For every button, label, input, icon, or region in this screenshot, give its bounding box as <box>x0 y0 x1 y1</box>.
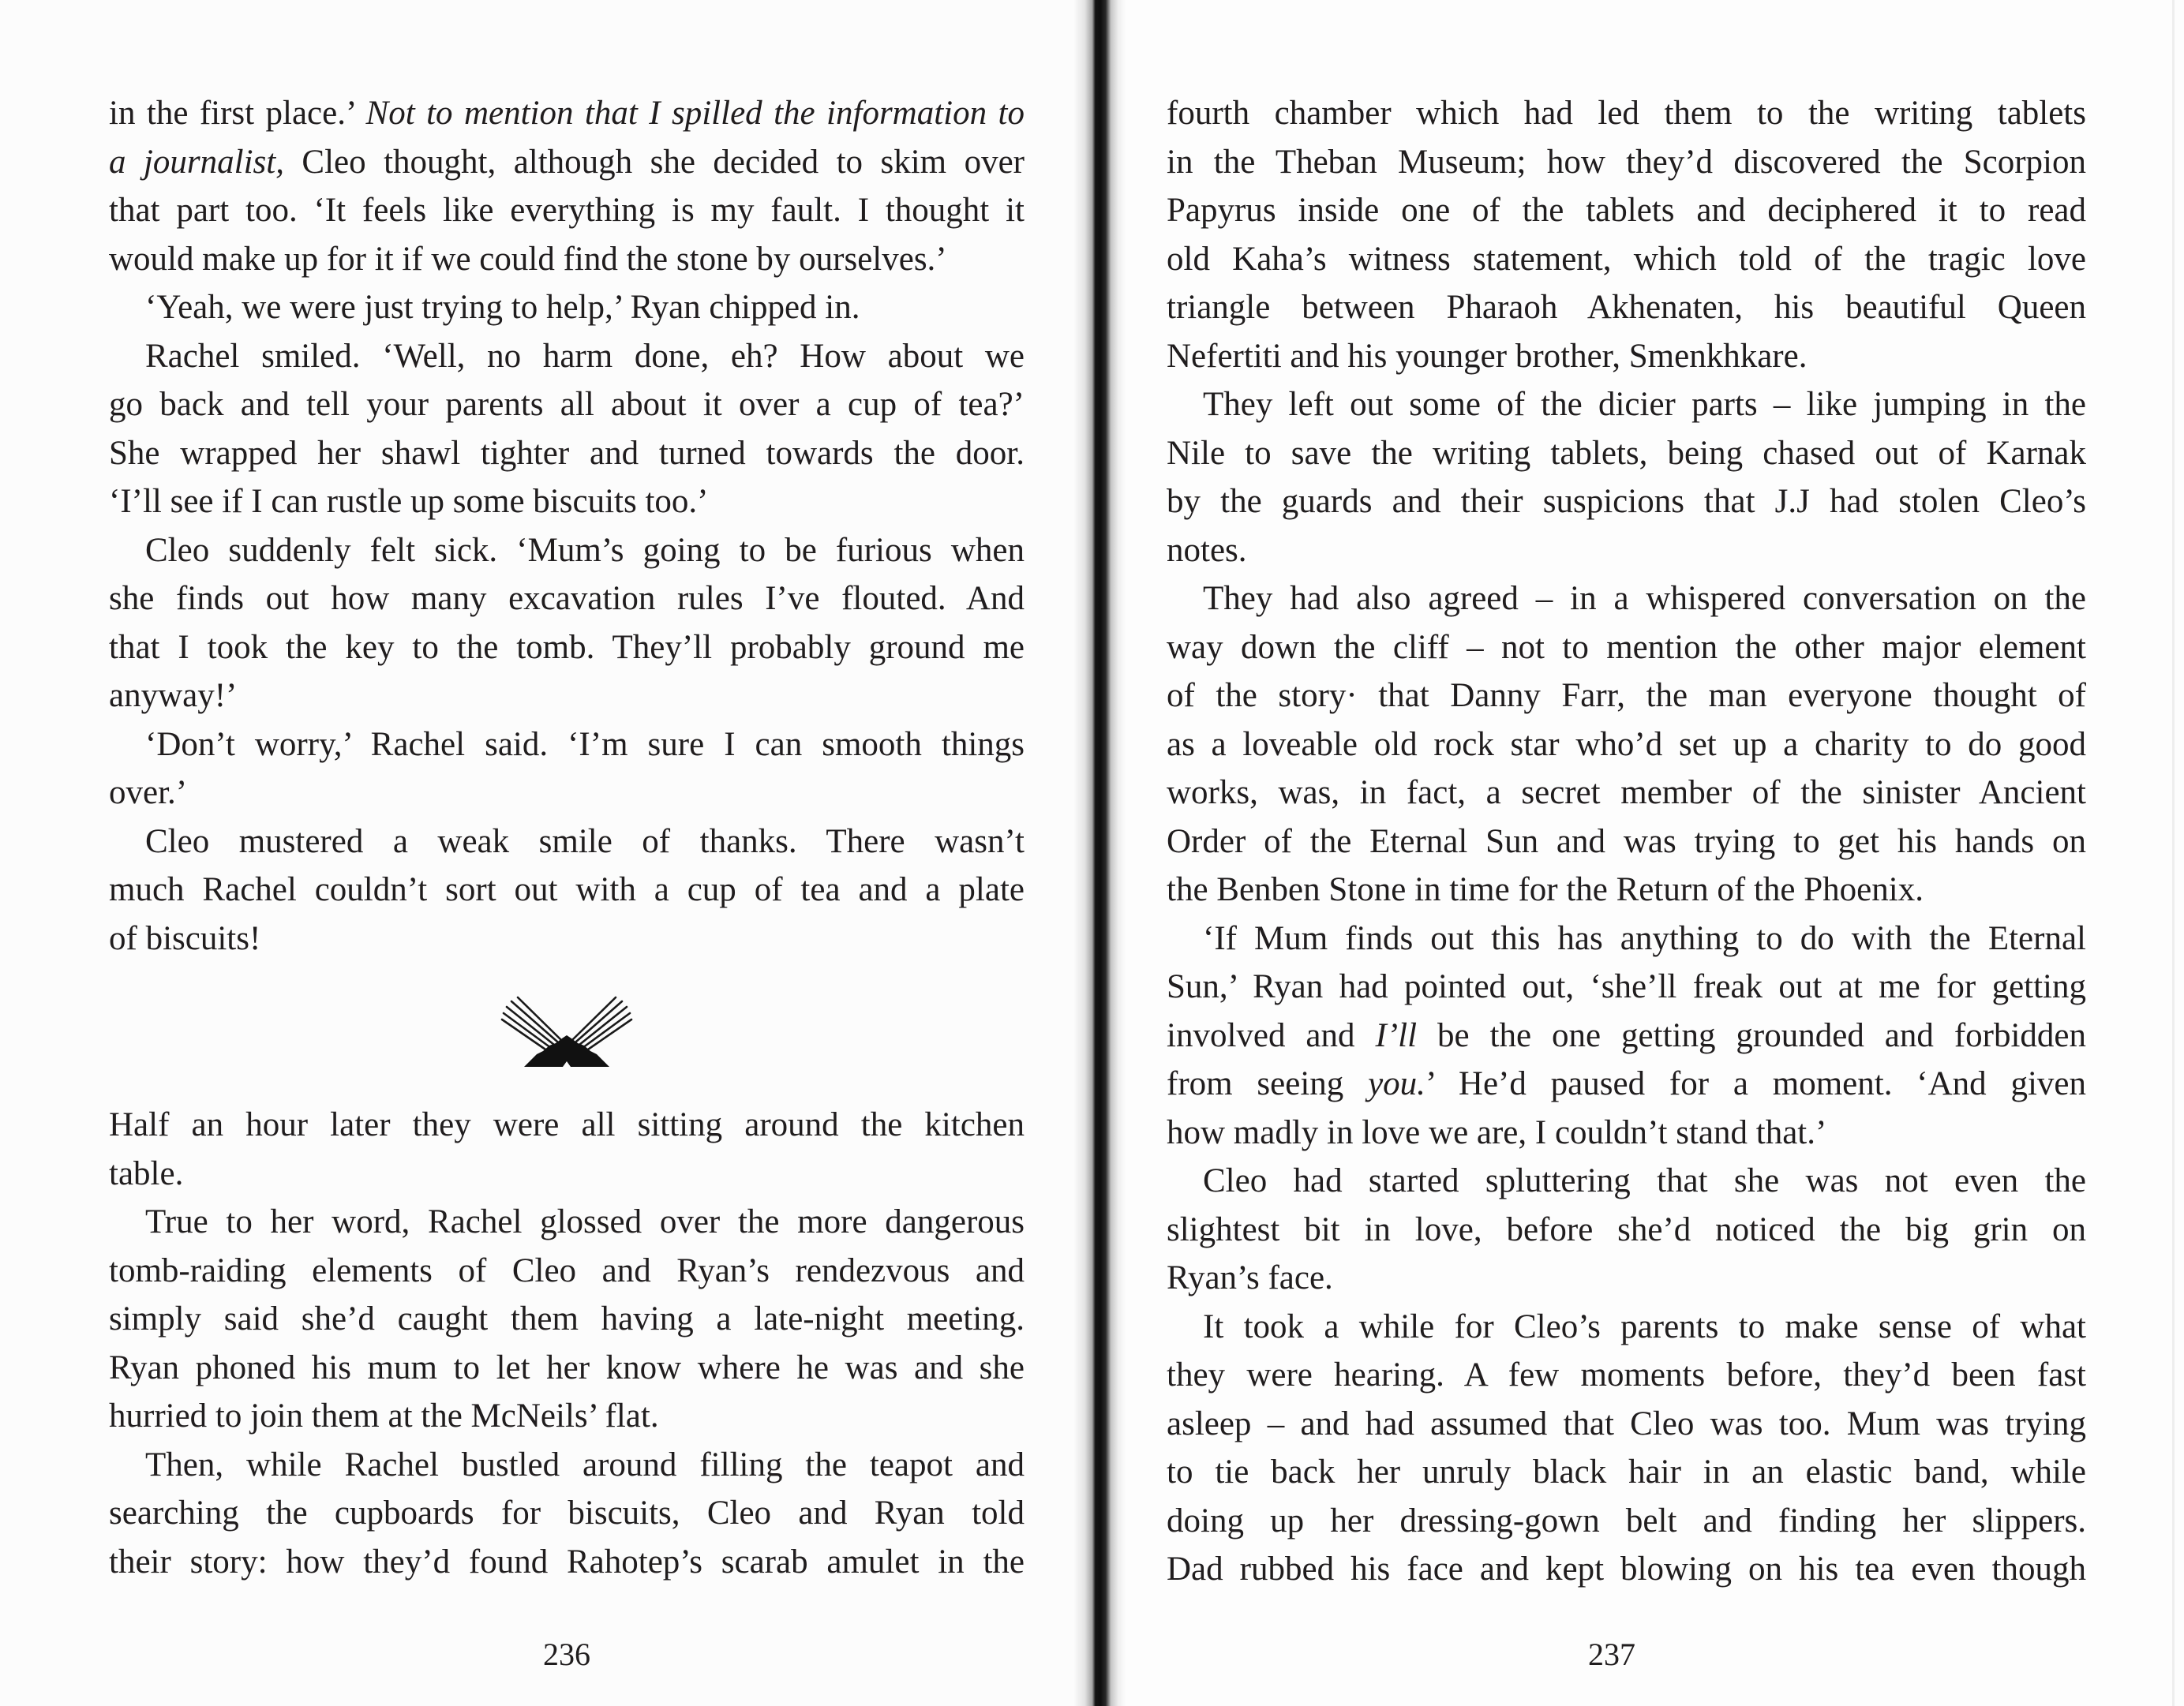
paragraph <box>109 332 1025 526</box>
text-line: True to her word, Rachel glossed over the more dangerous <box>145 1203 1025 1240</box>
text-line <box>1167 1012 2086 1061</box>
left-page <box>0 0 1089 1706</box>
text-line: Ryan’s face. <box>1167 1259 1333 1296</box>
text-line: the Benben Stone in time for the Return of the Phoenix. <box>1167 871 1924 908</box>
roman-text: from seeing <box>1167 1065 1369 1102</box>
right-page-text <box>1167 89 2086 1594</box>
italic-text: Not to mention that I spilled the information to <box>365 95 1025 132</box>
text-line: Dad rubbed his face and kept blowing on his tea even though <box>1167 1551 2086 1588</box>
paragraph <box>109 1441 1025 1587</box>
text-line: that part too. ‘It feels like everything is my fault. I thought it <box>109 192 1025 229</box>
text-line: anyway!’ <box>109 677 238 714</box>
page-number-right: 237 <box>1588 1637 1635 1672</box>
text-line: they were hearing. A few moments before, they’d been fast <box>1167 1356 2086 1394</box>
text-line: that I took the key to the tomb. They’ll probably ground me <box>109 628 1025 666</box>
paragraph <box>1167 1157 2086 1303</box>
roman-text: be the one getting grounded and forbidden <box>1417 1016 2086 1054</box>
paragraph <box>109 720 1025 817</box>
section-before-break <box>109 89 1025 963</box>
text-line: slightest bit in love, before she’d noticed the big grin on <box>1167 1210 2086 1248</box>
text-line: she finds out how many excavation rules I’ve flouted. And <box>109 580 1025 617</box>
paragraph <box>109 1101 1025 1198</box>
text-line: would make up for it if we could find the stone by ourselves.’ <box>109 240 947 278</box>
text-line: ‘Don’t worry,’ Rachel said. ‘I’m sure I can smooth things <box>145 725 1025 763</box>
text-line: It took a while for Cleo’s parents to make sense of what <box>1203 1308 2086 1345</box>
italic-text: you. <box>1368 1065 1425 1102</box>
section-after-break <box>109 1101 1025 1586</box>
paragraph <box>109 817 1025 963</box>
text-line: old Kaha’s witness statement, which told of the tragic love <box>1167 240 2086 278</box>
text-line: go back and tell your parents all about it over a cup of tea?’ <box>109 386 1025 423</box>
italic-text: I’ll <box>1375 1016 1418 1054</box>
text-line: asleep – and had assumed that Cleo was too. Mum was trying <box>1167 1405 2086 1442</box>
text-line: Cleo mustered a weak smile of thanks. There wasn’t <box>145 822 1025 860</box>
text-line: of the story· that Danny Farr, the man everyone thought of <box>1167 677 2086 714</box>
text-line: how madly in love we are, I couldn’t stand that.’ <box>1167 1113 1827 1151</box>
text-line: way down the cliff – not to mention the other major element <box>1167 628 2086 666</box>
paragraph <box>1167 380 2086 574</box>
text-line: Sun,’ Ryan had pointed out, ‘she’ll freak out at me for getting <box>1167 968 2086 1005</box>
roman-text: involved and <box>1167 1016 1376 1054</box>
text-line: searching the cupboards for biscuits, Cleo and Ryan told <box>109 1495 1025 1532</box>
right-page-section <box>1167 89 2086 1594</box>
text-line: doing up her dressing-gown belt and finding her slippers. <box>1167 1502 2086 1540</box>
italic-text: a journalist, <box>109 143 284 181</box>
roman-text: in the first place.’ <box>109 95 366 132</box>
text-line: in the Theban Museum; how they’d discovered the Scorpion <box>1167 143 2086 181</box>
text-line: They had also agreed – in a whispered conversation on the <box>1203 580 2086 617</box>
text-line: Half an hour later they were all sitting around the kitchen <box>109 1106 1025 1143</box>
text-line <box>1167 1060 2086 1109</box>
text-line: Nile to save the writing tablets, being chased out of Karnak <box>1167 434 2086 472</box>
sun-pyramid-ornament-icon <box>496 996 638 1068</box>
paragraph <box>109 1198 1025 1441</box>
text-line: by the guards and their suspicions that J.J had stolen Cleo’s <box>1167 483 2086 520</box>
text-line: over.’ <box>109 774 188 811</box>
page-edge <box>2172 0 2175 1706</box>
text-line: They left out some of the dicier parts – like jumping in the <box>1203 386 2086 423</box>
text-line: their story: how they’d found Rahotep’s scarab amulet in the <box>109 1543 1025 1581</box>
text-line: table. <box>109 1154 184 1192</box>
paragraph <box>109 89 1025 283</box>
text-line <box>109 89 1025 138</box>
paragraph <box>1167 1303 2086 1594</box>
paragraph <box>109 526 1025 720</box>
text-line: She wrapped her shawl tighter and turned towards the door. <box>109 434 1025 472</box>
text-line: notes. <box>1167 531 1247 569</box>
ornament-rays-left <box>502 997 560 1051</box>
text-line: to tie back her unruly black hair in an elastic band, while <box>1167 1453 2086 1491</box>
text-line: Rachel smiled. ‘Well, no harm done, eh? How about we <box>145 337 1025 375</box>
text-line: Cleo suddenly felt sick. ‘Mum’s going to be furious when <box>145 531 1025 569</box>
text-line: as a loveable old rock star who’d set up a charity to do good <box>1167 725 2086 763</box>
text-line: ‘If Mum finds out this has anything to do with the Eternal <box>1203 919 2086 957</box>
text-line: hurried to join them at the McNeils’ flat. <box>109 1397 659 1435</box>
text-line: works, was, in fact, a secret member of the sinister Ancient <box>1167 774 2086 811</box>
text-line: of biscuits! <box>109 919 261 957</box>
left-page-text <box>109 89 1025 1586</box>
text-line: Ryan phoned his mum to let her know where he was and she <box>109 1349 1025 1386</box>
paragraph <box>1167 915 2086 1158</box>
page-number-left: 236 <box>543 1637 590 1672</box>
paragraph <box>109 283 1025 332</box>
text-line: ‘I’ll see if I can rustle up some biscuits too.’ <box>109 483 709 520</box>
text-line <box>109 138 1025 187</box>
ornament-rays-right <box>573 997 631 1051</box>
paragraph <box>1167 89 2086 380</box>
text-line: Papyrus inside one of the tablets and deciphered it to read <box>1167 192 2086 229</box>
text-line: simply said she’d caught them having a late-night meeting. <box>109 1300 1025 1337</box>
text-line: Cleo had started spluttering that she was not even the <box>1203 1162 2086 1199</box>
text-line: tomb-raiding elements of Cleo and Ryan’s rendezvous and <box>109 1251 1025 1289</box>
roman-text: ’ He’d paused for a moment. ‘And given <box>1425 1065 2087 1102</box>
text-line: Order of the Eternal Sun and was trying to get his hands on <box>1167 822 2086 860</box>
book-gutter-shadow <box>1073 0 1126 1706</box>
section-break-ornament <box>109 963 1025 1101</box>
roman-text: Cleo thought, although she decided to skim over <box>283 143 1025 181</box>
text-line: fourth chamber which had led them to the writing tablets <box>1167 95 2086 132</box>
text-line: Then, while Rachel bustled around filling the teapot and <box>145 1446 1025 1483</box>
paragraph <box>1167 574 2086 915</box>
text-line: Nefertiti and his younger brother, Smenkhkare. <box>1167 337 1808 375</box>
text-line: ‘Yeah, we were just trying to help,’ Ryan chipped in. <box>145 289 860 326</box>
text-line: much Rachel couldn’t sort out with a cup of tea and a plate <box>109 871 1025 908</box>
text-line: triangle between Pharaoh Akhenaten, his beautiful Queen <box>1167 289 2086 326</box>
